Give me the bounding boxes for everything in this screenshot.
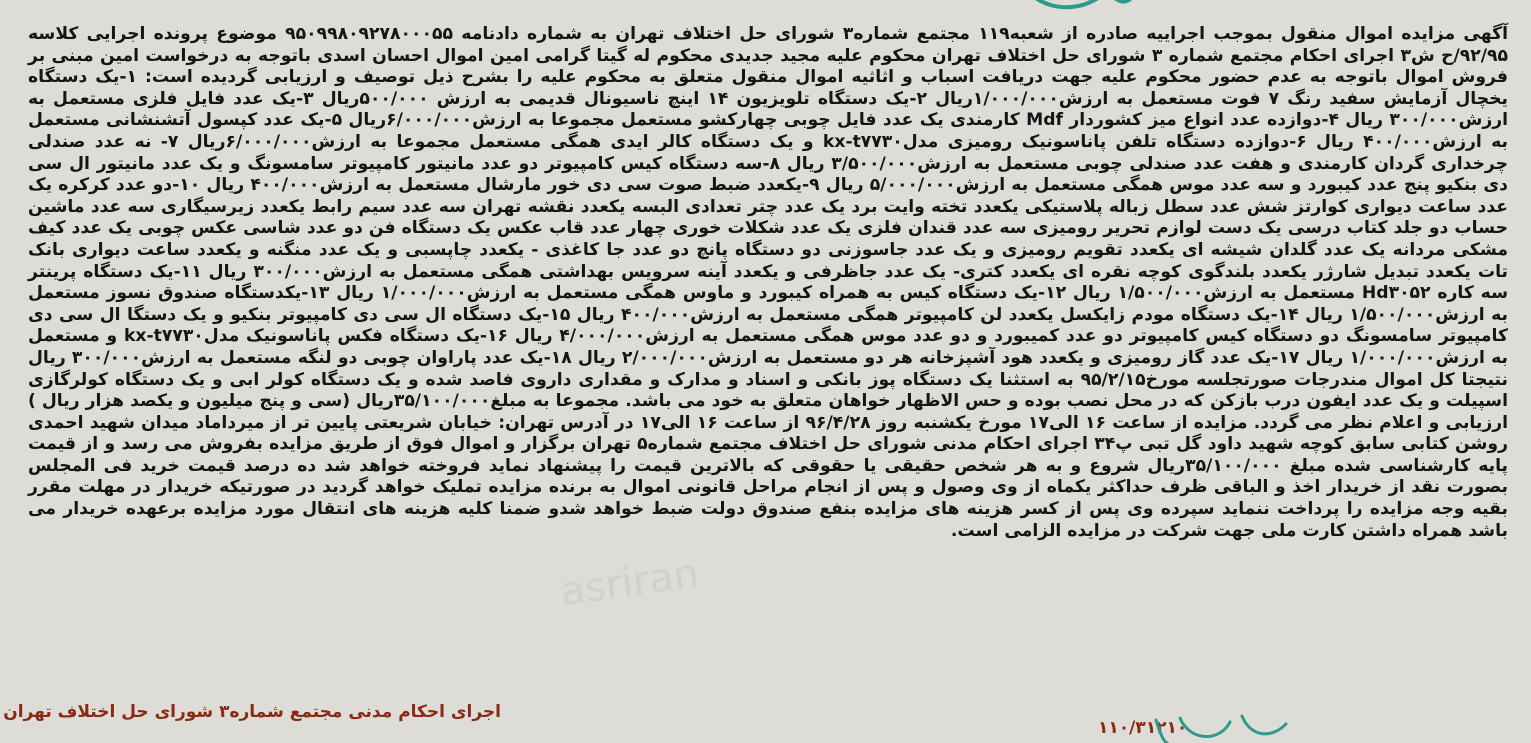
reference-number: ۱۱۰/۳۱۲۱۰ [1098, 718, 1188, 738]
auction-notice-text [28, 24, 1508, 542]
watermark: asriran [557, 550, 702, 616]
handwritten-mark-bottom [1150, 712, 1290, 743]
notice-footer: اجرای احکام مدنی مجتمع شماره۳ شورای حل اختلاف تهران [3, 702, 501, 722]
notice-body: آگهی مزایده اموال منقول بموجب اجراییه صادره از شعبه۱۱۹ مجتمع شماره۳ شورای حل اختلاف تهران به شماره دادنامه ۹۵۰۹۹۸۰۹۲۷۸۰۰۰۵۵ موضوع پرونده اجرایی کلاسه ۹۲/۹۵/ح ش۳ اجرای احکام مجتمع شماره ۳ شورای حل اختلاف تهران محکوم علیه مجید جدیدی محکوم له گیتا گرامی امین اموال احسان اسدی باتوجه به درخواست امین مبنی بر فروش اموال باتوجه به عدم حضور محکوم علیه جهت دریافت اسباب و اثاثیه اموال منقول متعلق به محکوم علیه را بشرح ذیل توصیف و ارزیابی گردیده است: ۱-یک دستگاه یخچال آزمایش سفید رنگ ۷ فوت مستعمل به ارزش۱/۰۰۰/۰۰۰ریال ۲-یک دستگاه تلویزیون ۱۴ اینچ ناسیونال قدیمی به ارزش ۵۰۰/۰۰۰ریال ۳-یک عدد فایل فلزی مستعمل به ارزش۳۰۰/۰۰۰ ریال ۴-دوازده عدد انواع میز کشوردار Mdf کارمندی یک عدد فایل چوبی چهارکشو مستعمل مجموعا به ارزش۶/۰۰۰/۰۰۰ریال ۵-یک عدد کپسول آتشنشانی مستعمل به ارزش۴۰۰/۰۰۰ ریال ۶-دوازده دستگاه تلفن پاناسونیک رومیزی مدلkx-t۷۷۳۰ و یک دستگاه کالر ایدی همگی مستعمل مجموعا به ارزش۶/۰۰۰/۰۰۰ریال ۷- نه عدد صندلی چرخداری گردان کارمندی و هفت عدد صندلی چوبی مستعمل به ارزش۳/۵۰۰/۰۰۰ ریال ۸-سه دستگاه کیس کامپیوتر دو عدد مانیتور کامپیوتر سامسونگ و یک عدد مانیتور ال سی دی بنکیو پنج عدد کیبورد و سه عدد موس همگی مستعمل به ارزش۵/۰۰۰/۰۰۰ ریال ۹-یکعدد ضبط صوت سی دی خور مارشال مستعمل به ارزش۴۰۰/۰۰۰ ریال ۱۰-دو عدد کرکره یک عدد ساعت دیواری کوارتز شش عدد سطل زباله پلاستیکی یکعدد تخته وایت برد یک عدد چتر تعدادی البسه یکعدد نقشه تهران سه عدد سیم رابط یکعدد زیرسیگاری سه عدد ماشین حساب دو جلد کتاب درسی یک دست لوازم تحریر رومیزی سه عدد قندان فلزی یک عدد شکلات خوری چهار عدد قاب عکس یک دستگاه فن دو عدد شاسی عکس چوبی یک عدد کیف مشکی مردانه یک عدد گلدان شیشه ای یکعدد تقویم رومیزی و یک عدد جاسوزنی دو دستگاه پانچ دو عدد جا کاغذی - یکعدد چاپسبی و یک عدد منگنه و یکعدد ساعت دیواری بانک تات یکعدد تبدیل شارژر یکعدد بلندگوی کوچه نقره ای یکعدد کتری- یک عدد جاظرفی و یکعدد آینه سرویس بهداشتی همگی مستعمل به ارزش۳۰۰/۰۰۰ ریال ۱۱-یک دستگاه پرینتر سه کاره Hd۳۰۵۲ مستعمل به ارزش۱/۵۰۰/۰۰۰ ریال ۱۲-یک دستگاه کیس به همراه کیبورد و ماوس همگی مستعمل به ارزش۱/۰۰۰/۰۰۰ ریال ۱۳-یکدستگاه صندوق نسوز مستعمل به ارزش۱/۵۰۰/۰۰۰ ریال ۱۴-یک دستگاه مودم زایکسل یکعدد لن کامپیوتر همگی مستعمل به ارزش۴۰۰/۰۰۰ ریال ۱۵-یک دستگاه ال سی دی کامپیوتر بنکیو و یک دستگا ال سی دی کامپیوتر سامسونگ دو دستگاه کیس کامپیوتر دو عدد کمیبورد و دو عدد موس همگی مستعمل به ارزش۴/۰۰۰/۰۰۰ ریال ۱۶-یک دستگاه فکس پاناسونیک مدلkx-t۷۷۳۰ و مستعمل به ارزش۱/۰۰۰/۰۰۰ ریال ۱۷-یک عدد گاز رومیزی و یکعدد هود آشپزخانه هر دو مستعمل به ارزش۲/۰۰۰/۰۰۰ ریال ۱۸-یک عدد پاراوان چوبی دو لنگه مستعمل به ارزش۳۰۰/۰۰۰ ریال نتیجتا کل اموال مندرجات صورتجلسه مورخ۹۵/۲/۱۵ به استثنا یک دستگاه پوز بانکی و اسناد و مدارک و مقداری داروی فاصد شده و یک دستگاه کولر ابی و یک دستگاه کولرگازی اسپیلت و یک عدد ایفون درب بازکن که در محل نصب بوده و حس الاظهار خواهان متعلق به خود می باشد. مجموعا به مبلغ۳۵/۱۰۰/۰۰۰ریال (سی و پنج میلیون و یکصد هزار ریال ) ارزیابی و اعلام نظر می گردد. مزایده از ساعت ۱۶ الی۱۷ مورخ یکشنبه روز ۹۶/۴/۲۸ از ساعت ۱۶ الی۱۷ در آدرس تهران: خیابان شریعتی پایین تر از میرداماد میدان شهید احمدی روشن کتابی سابق کوچه شهید داود گل تبی پ۳۴ اجرای احکام مدنی شورای حل اختلاف مجتمع شماره۵ تهران برگزار و اموال فوق از طریق مزایده بفروش می رسد و از قیمت پایه کارشناسی شده مبلغ ۳۵/۱۰۰/۰۰۰ریال شروع و به هر شخص حقیقی یا حقوقی که بالاترین قیمت را پیشنهاد نماید فروخته خواهد شد ده درصد قیمت خرید فی المجلس بصورت نقد از خریدار اخذ و الباقی ظرف حداکثر یکماه از وی وصول و پس از انجام مراحل قانونی اموال به برنده مزایده تملیک خواهد گردید در صورتیکه خریدار در مهلت مقرر بقیه وجه مزایده را پرداخت ننماید سپرده وی پس از کسر هزینه های مزایده بنفع صندوق دولت ضبط خواهد شدو ضمنا کلیه هزینه های انتقال مورد مزایده برعهده خریدار می باشد همراه داشتن کارت ملی جهت شرکت در مزایده الزامی است. [28, 24, 1509, 541]
handwritten-mark-top [1020, 0, 1140, 16]
